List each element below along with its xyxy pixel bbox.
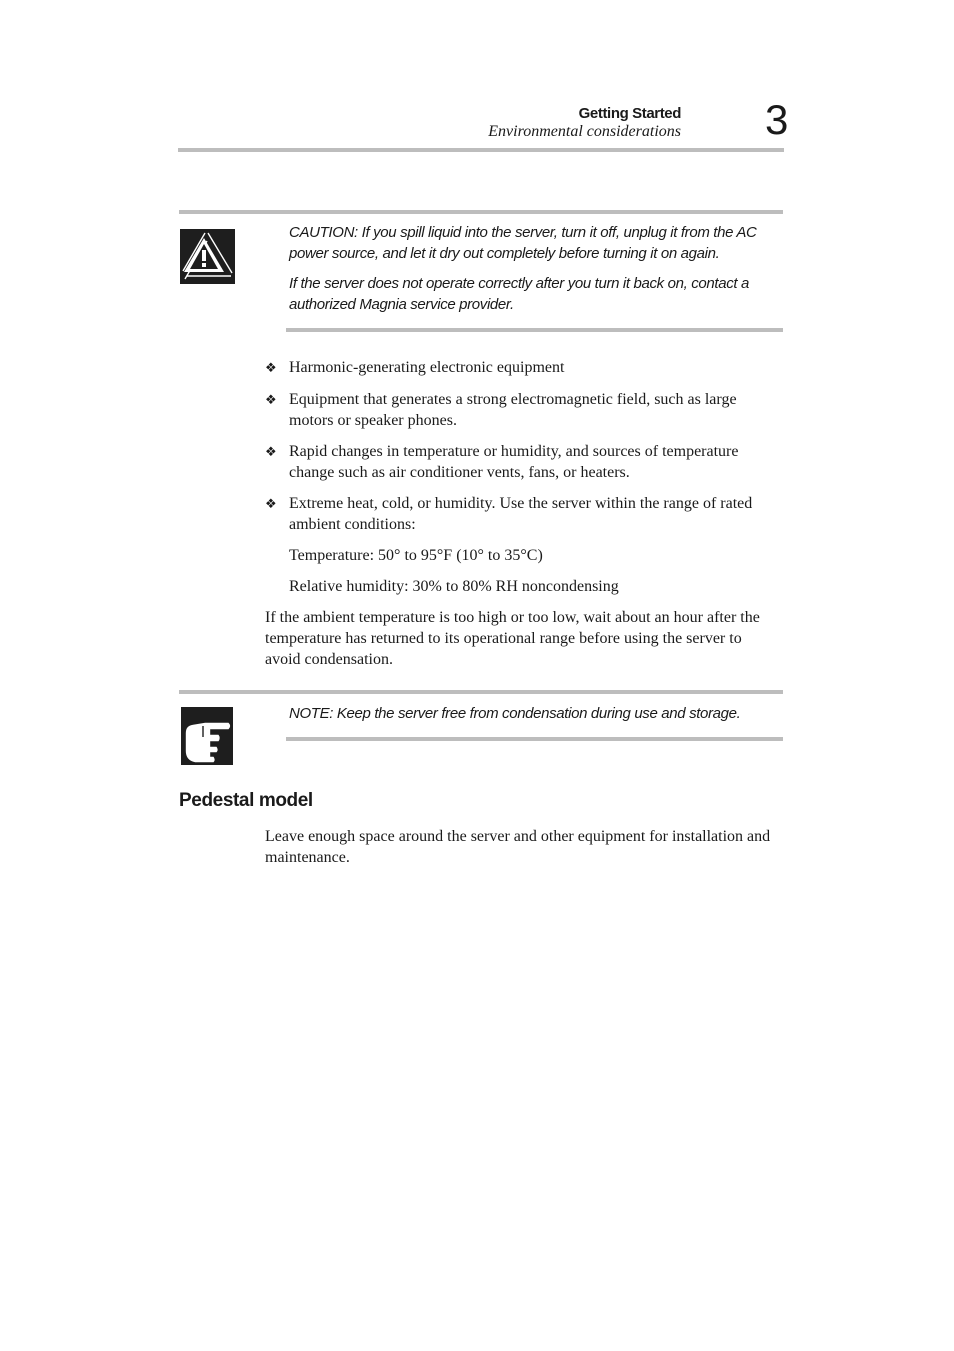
caution-paragraph-1: CAUTION: If you spill liquid into the server, turn it off, unplug it from the AC power source, and let it dry out completely before turning it on again. bbox=[289, 224, 757, 262]
bullet-icon: ❖ bbox=[265, 392, 277, 407]
bullet-text: Harmonic-generating electronic equipment bbox=[289, 359, 565, 376]
bullet-icon: ❖ bbox=[265, 444, 277, 459]
header-subsection-title: Environmental considerations bbox=[488, 123, 681, 140]
pointing-hand-icon bbox=[181, 707, 233, 765]
humidity-range: Relative humidity: 30% to 80% RH noncondensing bbox=[289, 578, 619, 595]
note-text: NOTE: Keep the server free from condensation during use and storage. bbox=[289, 705, 741, 722]
bullet-text: Equipment that generates a strong electromagnetic field, such as large motors or speaker phones. bbox=[289, 391, 737, 429]
bullet-text: Rapid changes in temperature or humidity, and sources of temperature change such as air conditioner vents, fans, or heaters. bbox=[289, 443, 739, 481]
bullet-icon: ❖ bbox=[265, 496, 277, 511]
section-heading: Pedestal model bbox=[179, 790, 313, 811]
bullet-icon: ❖ bbox=[265, 360, 277, 375]
caution-paragraph-2: If the server does not operate correctly after you turn it back on, contact a authorized Magnia service provider. bbox=[289, 275, 749, 313]
note-top-rule bbox=[179, 690, 783, 694]
condensation-paragraph: If the ambient temperature is too high or too low, wait about an hour after the temperature has returned to its operational range before using the server to avoid condensation. bbox=[265, 609, 760, 668]
note-bottom-rule bbox=[286, 737, 783, 741]
temperature-range: Temperature: 50° to 95°F (10° to 35°C) bbox=[289, 547, 543, 564]
caution-top-rule bbox=[179, 210, 783, 214]
caution-bottom-rule bbox=[286, 328, 783, 332]
header-rule bbox=[178, 148, 784, 152]
header-section-title: Getting Started bbox=[578, 105, 681, 122]
bullet-text: Extreme heat, cold, or humidity. Use the server within the range of rated ambient conditions: bbox=[289, 495, 753, 533]
pedestal-paragraph: Leave enough space around the server and other equipment for installation and maintenance. bbox=[265, 828, 771, 866]
warning-triangle-icon bbox=[180, 229, 235, 284]
page-number: 3 bbox=[765, 96, 789, 143]
